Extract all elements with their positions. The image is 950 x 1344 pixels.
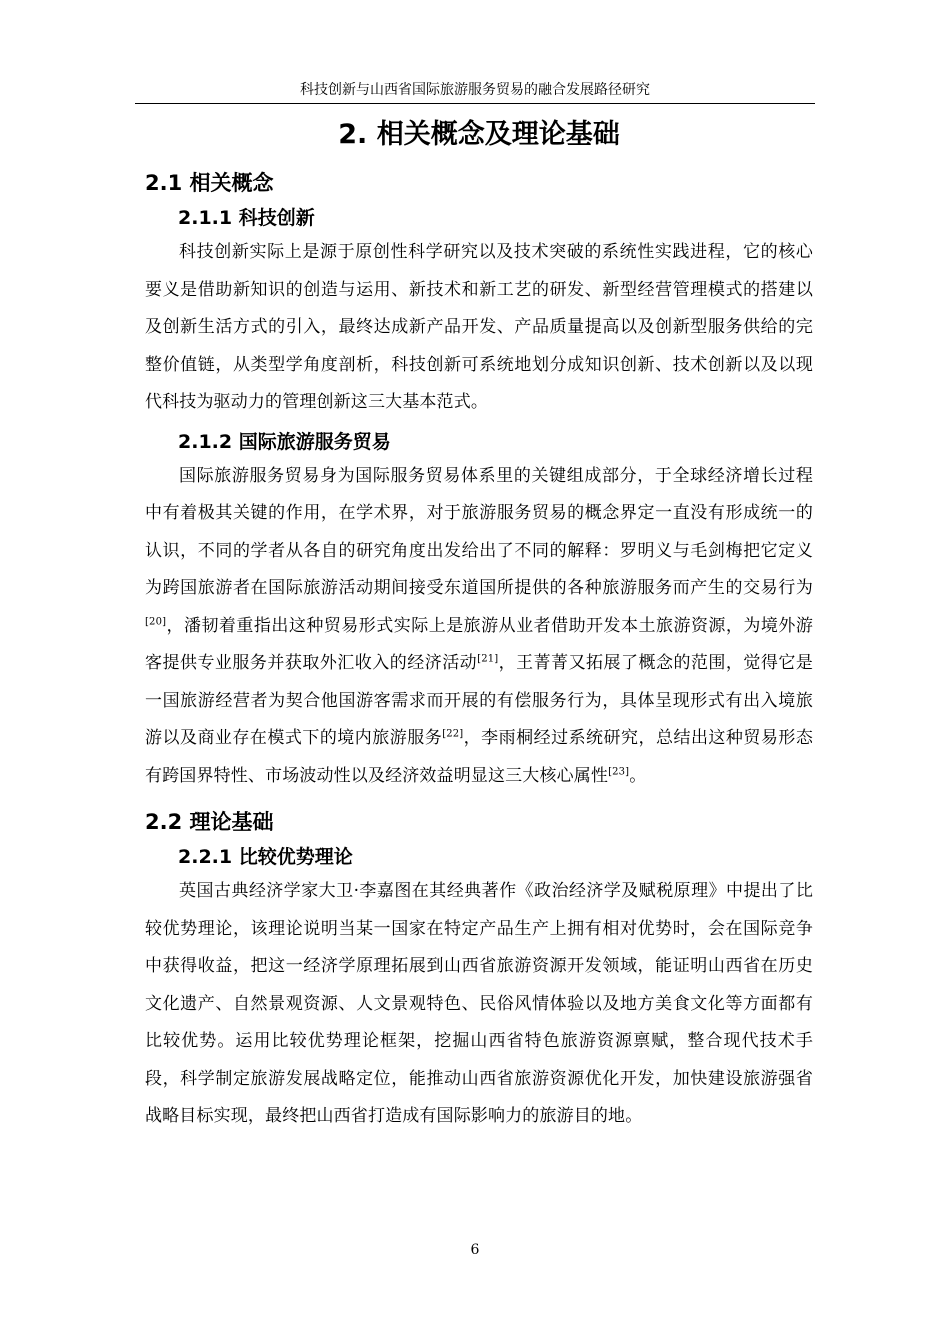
section-heading-2-2: 2.2 理论基础 (145, 810, 274, 834)
paragraph-text: 国际旅游服务贸易身为国际服务贸易体系里的关键组成部分，于全球经济增长过程中有着极其关键的作用，在学术界，对于旅游服务贸易的概念界定一直没有形成统一的认识，不同的学者从各自的研究角度出发给出了不同的解释：罗明义与毛剑梅把它定义为跨国旅游者在国际旅游活动期间接受东道国所提供的各种旅游服务而产生的交易行为 (145, 465, 813, 598)
page-body (145, 114, 813, 1136)
section-heading-2-2-1: 2.2.1 比较优势理论 (178, 846, 353, 868)
header-divider (135, 103, 815, 104)
page-number: 6 (470, 1242, 480, 1258)
paragraph-text: 。 (629, 765, 647, 786)
citation-ref: [23] (608, 765, 630, 777)
paragraph-tourism-service-trade (145, 458, 813, 796)
running-header: 科技创新与山西省国际旅游服务贸易的融合发展路径研究 (300, 82, 650, 98)
paragraph-comparative-advantage: 英国古典经济学家大卫·李嘉图在其经典著作《政治经济学及赋税原理》中提出了比较优势理论，该理论说明当某一国家在特定产品生产上拥有相对优势时，会在国际竞争中获得收益，把这一经济学原理拓展到山西省旅游资源开发领域，能证明山西省在历史文化遗产、自然景观资源、人文景观特色、民俗风情体验以及地方美食文化等方面都有比较优势。运用比较优势理论框架，挖掘山西省特色旅游资源禀赋，整合现代技术手段，科学制定旅游发展战略定位，能推动山西省旅游资源优化开发，加快建设旅游强省战略目标实现，最终把山西省打造成有国际影响力的旅游目的地。 (145, 881, 813, 1126)
paragraph-tech-innovation: 科技创新实际上是源于原创性科学研究以及技术突破的系统性实践进程，它的核心要义是借助新知识的创造与运用、新技术和新工艺的研发、新型经营管理模式的搭建以及创新生活方式的引入，最终达成新产品开发、产品质量提高以及创新型服务供给的完整价值链，从类型学角度剖析，科技创新可系统地划分成知识创新、技术创新以及以现代科技为驱动力的管理创新这三大基本范式。 (145, 242, 813, 412)
citation-ref: [22] (442, 728, 464, 740)
section-heading-2-1: 2.1 相关概念 (145, 171, 274, 195)
section-heading-2-1-1: 2.1.1 科技创新 (178, 207, 315, 229)
paragraph-text: ，王菁菁又拓展了概念的范围，觉得它是一国旅游经营者为契合他国游客需求而开展的有偿服务行为，具体呈现形式有出入境旅游以及商业存在模式下的境内旅游服务 (145, 653, 813, 748)
paragraph-text: ，潘韧着重指出这种贸易形式实际上是旅游从业者借助开发本土旅游资源，为境外游客提供专业服务并获取外汇收入的经济活动 (145, 615, 813, 673)
paragraph-text: ，李雨桐经过系统研究，总结出这种贸易形态有跨国界特性、市场波动性以及经济效益明显这三大核心属性 (145, 728, 813, 786)
section-heading-2-1-2: 2.1.2 国际旅游服务贸易 (178, 430, 391, 453)
chapter-title: 2. 相关概念及理论基础 (338, 119, 620, 150)
citation-ref: [21] (477, 653, 499, 665)
citation-ref: [20] (145, 615, 167, 627)
